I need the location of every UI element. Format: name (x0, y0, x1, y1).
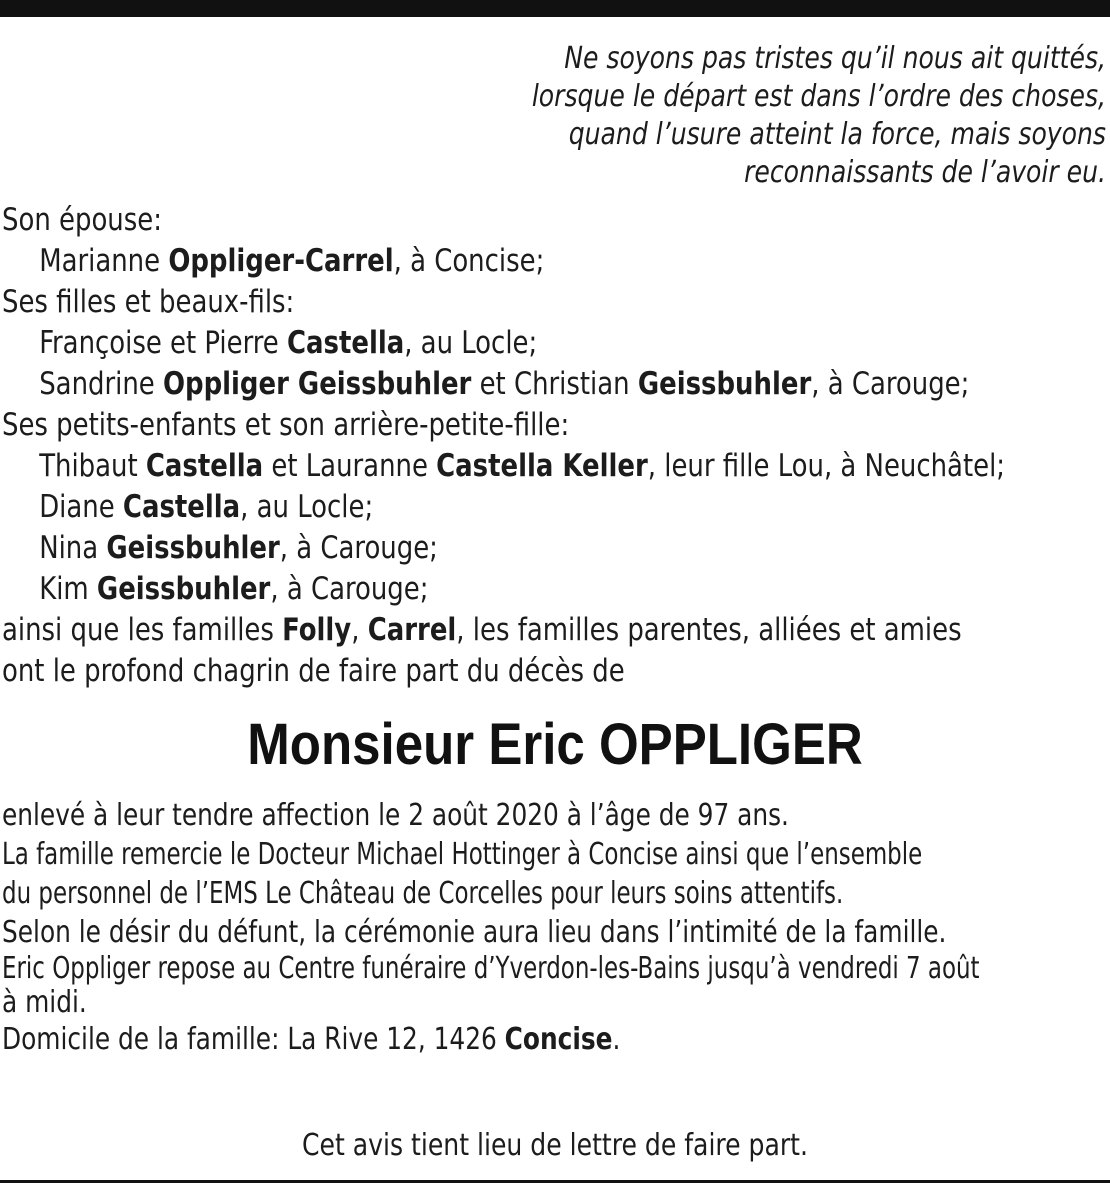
surname: Castella (145, 448, 264, 484)
spouse-heading: Son épouse: (2, 202, 162, 238)
first-name: Diane (39, 489, 123, 525)
first-name: Françoise et Pierre (39, 325, 287, 361)
text: , les familles parentes, alliées et amies (456, 612, 962, 648)
grandchild-entry (2, 487, 1032, 528)
detail-line: du personnel de l’EMS Le Château de Corcelles pour leurs soins attentifs. (2, 876, 844, 911)
deceased-name: Monsieur Eric OPPLIGER (247, 712, 863, 777)
epigraph-poem (399, 40, 1106, 192)
conjunction: et Christian (471, 366, 638, 402)
family-list (2, 200, 1110, 692)
place: , au Locle; (240, 489, 374, 525)
place: , au Locle; (404, 325, 538, 361)
place: , à Carouge; (270, 571, 429, 607)
detail-line: Eric Oppliger repose au Centre funéraire d’Yverdon-les-Bains jusqu’à vendredi 7 août (2, 951, 980, 986)
surname: Geissbuhler (96, 571, 271, 607)
daughter-entry (2, 364, 1032, 405)
first-name: Marianne (39, 243, 169, 279)
place: , leur fille Lou, à Neuchâtel; (647, 448, 1006, 484)
place: , à Carouge; (279, 530, 438, 566)
surname: Oppliger-Carrel (168, 243, 394, 279)
spouse-entry (2, 241, 1032, 282)
surname: Castella (122, 489, 241, 525)
grandchild-entry (2, 446, 1032, 487)
surname: Geissbuhler (637, 366, 812, 402)
detail-line: Selon le désir du défunt, la cérémonie aura lieu dans l’intimité de la famille. (2, 915, 947, 950)
bottom-border (0, 1180, 1110, 1183)
address-end: . (612, 1022, 621, 1057)
detail-line: à midi. (2, 985, 87, 1020)
surname: Geissbuhler (106, 530, 280, 566)
poem-line: reconnaissants de l’avoir eu. (744, 155, 1106, 190)
other-families (2, 610, 1032, 651)
address-city: Concise (504, 1022, 613, 1057)
poem-line: quand l’usure atteint la force, mais soyons (568, 117, 1106, 152)
detail-line: enlevé à leur tendre affection le 2 août 2020 à l’âge de 97 ans. (2, 798, 789, 833)
detail-line: La famille remercie le Docteur Michael Hottinger à Concise ainsi que l’ensemble (2, 837, 923, 872)
daughter-entry (2, 323, 1032, 364)
surname: Carrel (367, 612, 457, 648)
surname: Castella (286, 325, 405, 361)
place: , à Concise; (393, 243, 545, 279)
details-block (2, 796, 1110, 1059)
conjunction: et Lauranne (263, 448, 437, 484)
daughters-heading: Ses filles et beaux-fils: (2, 284, 295, 320)
first-name: Thibaut (39, 448, 146, 484)
address-text: Domicile de la famille: La Rive 12, 1426 (2, 1022, 505, 1057)
first-name: Sandrine (39, 366, 163, 402)
separator: , (351, 612, 368, 648)
grandchild-entry (2, 528, 1032, 569)
poem-line: Ne soyons pas tristes qu’il nous ait quittés, (564, 41, 1106, 76)
footer-note: Cet avis tient lieu de lettre de faire part. (302, 1128, 808, 1163)
surname: Folly (282, 612, 352, 648)
address-line (2, 1020, 1021, 1059)
first-name: Nina (39, 530, 107, 566)
text: ainsi que les familles (2, 612, 283, 648)
first-name: Kim (39, 571, 97, 607)
place: , à Carouge; (811, 366, 970, 402)
poem-line: lorsque le départ est dans l’ordre des choses, (531, 79, 1106, 114)
top-border (0, 0, 1110, 17)
announcement: ont le profond chagrin de faire part du décès de (2, 653, 625, 689)
surname: Castella Keller (436, 448, 648, 484)
surname: Oppliger Geissbuhler (162, 366, 472, 402)
grandchild-entry (2, 569, 1032, 610)
grandchildren-heading: Ses petits-enfants et son arrière-petite-fille: (2, 407, 570, 443)
